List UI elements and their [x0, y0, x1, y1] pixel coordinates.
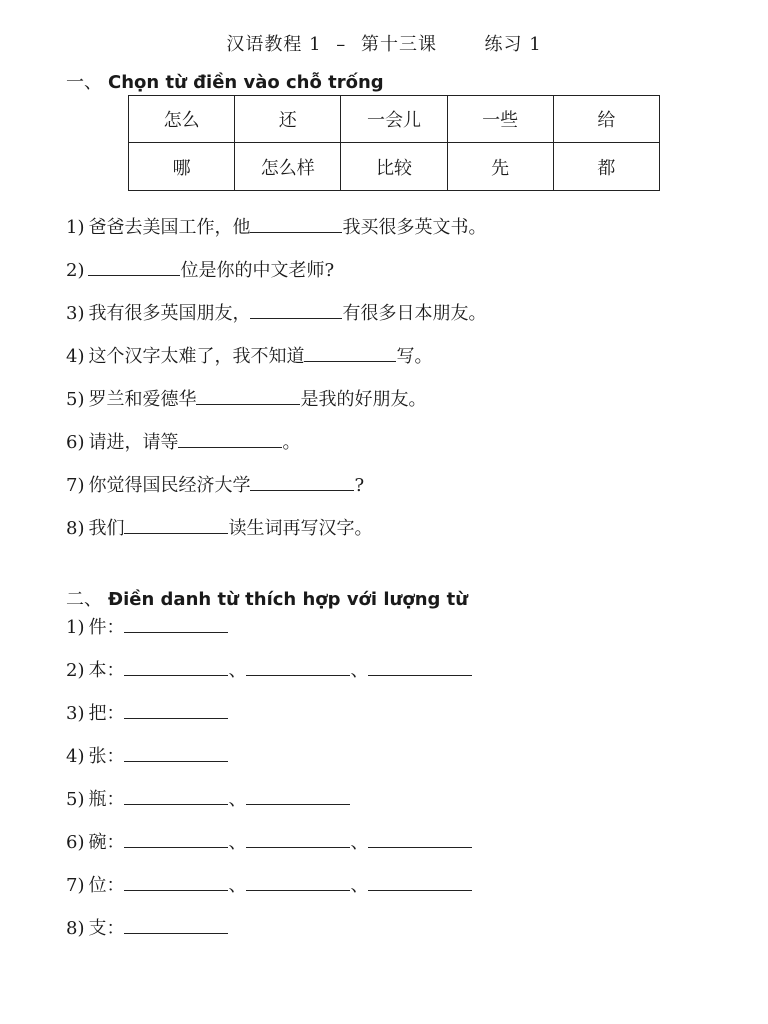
answer-blank[interactable]	[250, 214, 342, 233]
answer-blank[interactable]	[250, 300, 342, 319]
item-number: 1)	[66, 617, 85, 638]
measure-item	[66, 743, 228, 769]
item-number: 8)	[66, 518, 85, 539]
measure-item	[66, 700, 228, 726]
word-bank-cell: 一些	[447, 96, 553, 143]
measure-word: 支：	[88, 918, 125, 939]
fill-item	[66, 386, 426, 412]
blank-separator: 、	[228, 832, 247, 853]
blank-separator: 、	[228, 660, 247, 681]
answer-blank[interactable]	[124, 743, 228, 762]
item-number: 4)	[66, 746, 85, 767]
item-text-before: 爸爸去美国工作，他	[88, 217, 251, 238]
item-text-after: 写。	[396, 346, 433, 367]
word-bank-row	[129, 143, 660, 191]
item-text-before: 我们	[88, 518, 125, 539]
fill-item	[66, 515, 372, 541]
section2-number: 二、	[66, 589, 102, 610]
word-bank-cell: 先	[447, 143, 553, 191]
item-number: 7)	[66, 475, 85, 496]
word-bank-cell: 比较	[341, 143, 447, 191]
measure-word: 张：	[88, 746, 125, 767]
item-text-before: 请进，请等	[88, 432, 179, 453]
answer-blank[interactable]	[368, 829, 472, 848]
item-number: 6)	[66, 432, 85, 453]
measure-word: 位：	[88, 875, 125, 896]
item-text-after: 读生词再写汉字。	[228, 518, 373, 539]
word-bank-cell: 一会儿	[341, 96, 447, 143]
section1-number: 一、	[66, 72, 102, 93]
answer-blank[interactable]	[124, 700, 228, 719]
title-exercise: 练习 1	[484, 34, 542, 55]
section2-heading-text: Điền danh từ thích hợp với lượng từ	[108, 589, 469, 610]
measure-item	[66, 829, 472, 855]
title-lesson: 第十三课	[361, 34, 437, 55]
blank-separator: 、	[228, 875, 247, 896]
word-bank-cell: 哪	[129, 143, 235, 191]
measure-item	[66, 872, 472, 898]
item-number: 1)	[66, 217, 85, 238]
item-number: 7)	[66, 875, 85, 896]
measure-item	[66, 657, 472, 683]
item-text-after: 位是你的中文老师?	[180, 260, 335, 281]
measure-item	[66, 915, 228, 941]
title-dash: –	[336, 34, 347, 55]
answer-blank[interactable]	[178, 429, 282, 448]
measure-word: 把：	[88, 703, 125, 724]
measure-item	[66, 614, 228, 640]
measure-word: 瓶：	[88, 789, 125, 810]
answer-blank[interactable]	[304, 343, 396, 362]
answer-blank[interactable]	[250, 472, 354, 491]
answer-blank[interactable]	[246, 786, 350, 805]
item-text-after: 有很多日本朋友。	[342, 303, 487, 324]
item-text-before: 我有很多英国朋友，	[88, 303, 251, 324]
word-bank-table	[128, 95, 660, 191]
answer-blank[interactable]	[124, 915, 228, 934]
measure-word: 本：	[88, 660, 125, 681]
fill-item	[66, 300, 486, 326]
item-number: 6)	[66, 832, 85, 853]
answer-blank[interactable]	[196, 386, 300, 405]
word-bank-cell: 还	[235, 96, 341, 143]
item-text-before: 罗兰和爱德华	[88, 389, 197, 410]
word-bank-cell: 怎么样	[235, 143, 341, 191]
fill-item	[66, 343, 432, 369]
blank-separator: 、	[350, 660, 369, 681]
answer-blank[interactable]	[246, 829, 350, 848]
measure-word: 件：	[88, 617, 125, 638]
item-text-after: 我买很多英文书。	[342, 217, 487, 238]
page-title	[0, 30, 768, 56]
word-bank-cell: 都	[553, 143, 659, 191]
section1-heading	[66, 68, 384, 94]
measure-item	[66, 786, 350, 812]
item-number: 2)	[66, 260, 85, 281]
answer-blank[interactable]	[368, 657, 472, 676]
blank-separator: 、	[228, 789, 247, 810]
fill-item	[66, 472, 364, 498]
fill-item	[66, 429, 300, 455]
item-text-after: 。	[282, 432, 301, 453]
word-bank-cell: 怎么	[129, 96, 235, 143]
item-number: 8)	[66, 918, 85, 939]
blank-separator: 、	[350, 875, 369, 896]
answer-blank[interactable]	[88, 257, 180, 276]
item-number: 5)	[66, 389, 85, 410]
answer-blank[interactable]	[124, 829, 228, 848]
item-number: 4)	[66, 346, 85, 367]
answer-blank[interactable]	[124, 786, 228, 805]
item-number: 3)	[66, 703, 85, 724]
item-text-before: 你觉得国民经济大学	[88, 475, 251, 496]
fill-item	[66, 214, 486, 240]
item-text-after: ?	[354, 475, 365, 496]
item-number: 3)	[66, 303, 85, 324]
item-number: 5)	[66, 789, 85, 810]
item-number: 2)	[66, 660, 85, 681]
item-text-after: 是我的好朋友。	[300, 389, 427, 410]
answer-blank[interactable]	[124, 614, 228, 633]
section2-heading	[66, 585, 468, 611]
answer-blank[interactable]	[124, 515, 228, 534]
answer-blank[interactable]	[246, 872, 350, 891]
item-text-before: 这个汉字太难了，我不知道	[88, 346, 305, 367]
answer-blank[interactable]	[368, 872, 472, 891]
blank-separator: 、	[350, 832, 369, 853]
word-bank-cell: 给	[553, 96, 659, 143]
answer-blank[interactable]	[124, 657, 228, 676]
word-bank-row	[129, 96, 660, 143]
title-book: 汉语教程 1	[226, 34, 322, 55]
answer-blank[interactable]	[124, 872, 228, 891]
section1-heading-text: Chọn từ điền vào chỗ trống	[108, 72, 384, 93]
fill-item	[66, 257, 334, 283]
measure-word: 碗：	[88, 832, 125, 853]
answer-blank[interactable]	[246, 657, 350, 676]
